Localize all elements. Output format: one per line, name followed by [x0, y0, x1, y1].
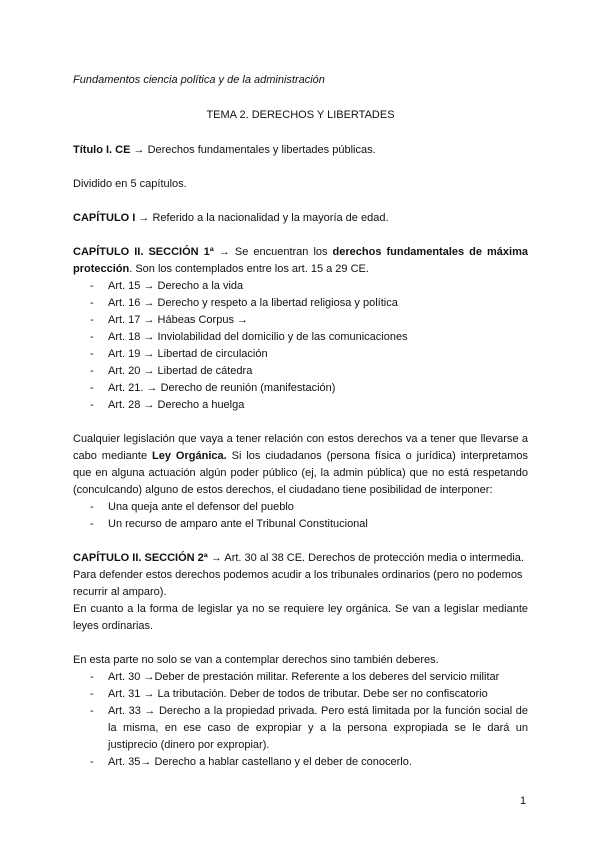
cap2s2-paragraph — [73, 550, 528, 567]
titulo1-text: → Derechos fundamentales y libertades públicas. — [130, 144, 376, 156]
cap2s2-text: → Art. 30 al 38 CE. Derechos de protección media o intermedia. — [207, 552, 524, 564]
legislacion-text1: Cualquier legislación que vaya a tener relación con estos derechos va a tener que llevarse a cabo mediante — [73, 433, 528, 462]
forma-paragraph: En cuanto a la forma de legislar ya no se requiere ley orgánica. Se van a legislar mediante leyes ordinarias. — [73, 603, 528, 632]
list-item: - Art. 30 →Deber de prestación militar. Referente a los deberes del servicio militar — [73, 669, 528, 686]
cap2s1-text2: . Son los contemplados entre los art. 15 a 29 CE. — [129, 263, 369, 275]
cap2s1-bold1: CAPÍTULO II. SECCIÓN 1ª — [73, 246, 214, 258]
list-item: - Art. 18 → Inviolabilidad del domicilio y de las comunicaciones — [73, 329, 528, 346]
list-item: - Un recurso de amparo ante el Tribunal Constitucional — [73, 516, 528, 533]
cap2s1-bold2: derechos fundamentales de máxima protección — [73, 246, 528, 275]
legislacion-text2: Si los ciudadanos (persona física o jurídica) interpretamos que en alguna actuación algún poder público (ej, la admin pública) que no está respetando (conculcando) alguno de estos derechos, el ciudadano tiene posibilidad de interponer: — [73, 450, 528, 496]
list-item: - Art. 31 → La tributación. Deber de todos de tributar. Debe ser no confiscatorio — [73, 686, 528, 703]
cap1-bold: CAPÍTULO I — [73, 212, 136, 224]
cap2s1-paragraph — [73, 244, 528, 278]
cap1-text: → Referido a la nacionalidad y la mayoría de edad. — [135, 212, 389, 224]
cap1-paragraph — [73, 210, 528, 227]
legislacion-paragraph — [73, 431, 528, 499]
list-item: - Art. 28 → Derecho a huelga — [73, 397, 528, 414]
list-item: - Art. 15 → Derecho a la vida — [73, 278, 528, 295]
list-item: - Una queja ante el defensor del pueblo — [73, 499, 528, 516]
articles-list-1 — [73, 278, 528, 414]
titulo1-bold: Título I. CE — [73, 144, 131, 156]
document-header: Fundamentos ciencia política y de la administración — [73, 74, 325, 86]
titulo1-paragraph — [73, 142, 528, 159]
list-item: - Art. 19 → Libertad de circulación — [73, 346, 528, 363]
page-title: TEMA 2. DERECHOS Y LIBERTADES — [206, 109, 395, 121]
list-item: - Art. 35→ Derecho a hablar castellano y el deber de conocerlo. — [73, 754, 528, 771]
articles-list-2 — [73, 669, 528, 771]
defender-paragraph: Para defender estos derechos podemos acudir a los tribunales ordinarios (pero no podemos recurrir al amparo). — [73, 569, 523, 598]
list-item: - Art. 17 → Hábeas Corpus → — [73, 312, 528, 329]
cap2s1-text1: → Se encuentran los — [213, 246, 333, 258]
list-item: - Art. 20 → Libertad de cátedra — [73, 363, 528, 380]
list-item: - Art. 21. → Derecho de reunión (manifestación) — [73, 380, 528, 397]
deberes-paragraph: En esta parte no solo se van a contemplar derechos sino también deberes. — [73, 654, 439, 666]
page-content — [73, 72, 528, 788]
list-item: - Art. 33 → Derecho a la propiedad privada. Pero está limitada por la función social de la misma, en ese caso de expropiar y a la persona expropiada se le dará un justiprecio (dinero por expropiar). — [73, 703, 528, 754]
page-number: 1 — [520, 795, 527, 807]
cap2s2-bold: CAPÍTULO II. SECCIÓN 2ª — [73, 552, 208, 564]
dividido-paragraph: Dividido en 5 capítulos. — [73, 178, 187, 190]
legislacion-bold: Ley Orgánica. — [152, 450, 227, 462]
remedies-list — [73, 499, 528, 533]
list-item: - Art. 16 → Derecho y respeto a la libertad religiosa y política — [73, 295, 528, 312]
